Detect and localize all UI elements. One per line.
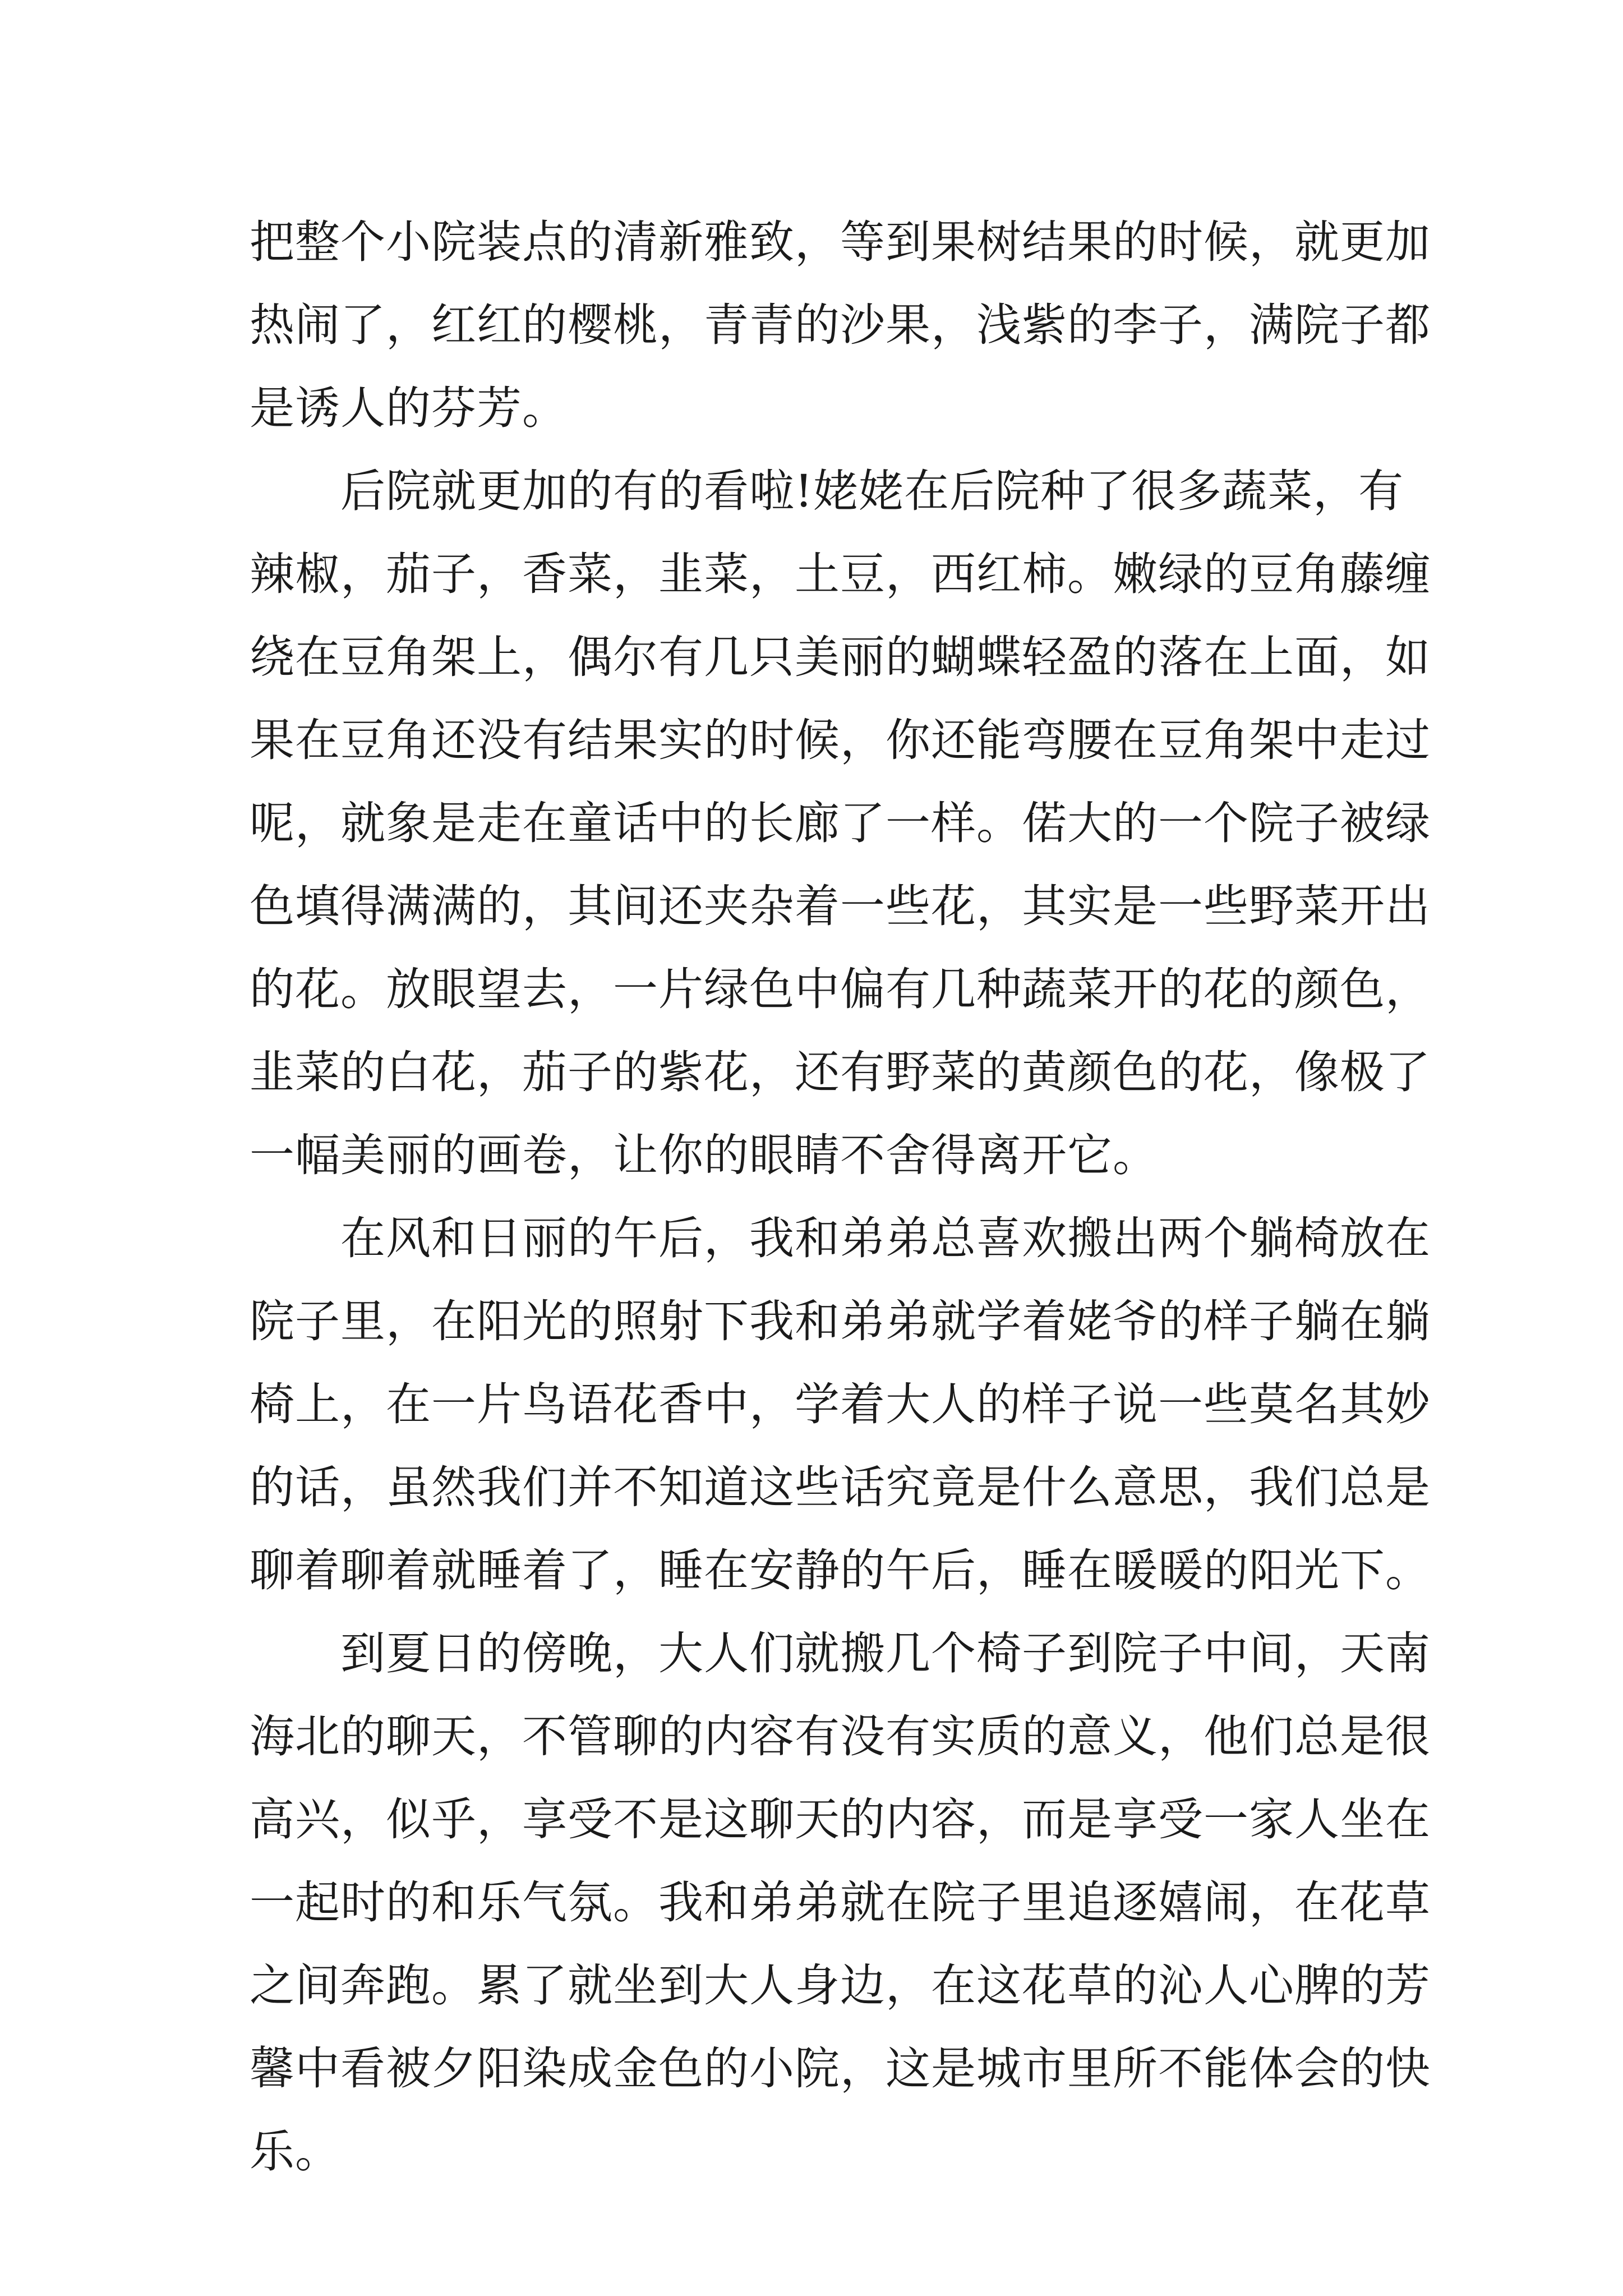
text-line: 是诱人的芬芳。 [250, 382, 568, 434]
text-line: 韭菜的白花，茄子的紫花，还有野菜的黄颜色的花，像极了 [250, 1046, 1431, 1098]
text-line: 辣椒，茄子，香菜，韭菜，土豆，西红柿。嫩绿的豆角藤缠 [250, 548, 1431, 600]
text-line: 聊着聊着就睡着了，睡在安静的午后，睡在暖暖的阳光下。 [250, 1544, 1431, 1596]
text-line: 热闹了，红红的樱桃，青青的沙果，浅紫的李子，满院子都 [250, 299, 1431, 351]
text-line: 呢，就象是走在童话中的长廊了一样。偌大的一个院子被绿 [250, 797, 1431, 849]
text-line: 绕在豆角架上，偶尔有几只美丽的蝴蝶轻盈的落在上面，如 [250, 631, 1431, 683]
text-line: 果在豆角还没有结果实的时候，你还能弯腰在豆角架中走过 [250, 714, 1431, 766]
text-line: 在风和日丽的午后，我和弟弟总喜欢搬出两个躺椅放在 [250, 1212, 1431, 1264]
text-line: 椅上，在一片鸟语花香中，学着大人的样子说一些莫名其妙 [250, 1378, 1431, 1430]
text-line: 色填得满满的，其间还夹杂着一些花，其实是一些野菜开出 [250, 880, 1431, 932]
text-line: 把整个小院装点的清新雅致，等到果树结果的时候，就更加 [250, 216, 1431, 268]
text-line: 馨中看被夕阳染成金色的小院，这是城市里所不能体会的快 [250, 2042, 1431, 2095]
text-line: 海北的聊天，不管聊的内容有没有实质的意义，他们总是很 [250, 1710, 1431, 1763]
text-line: 一起时的和乐气氛。我和弟弟就在院子里追逐嬉闹，在花草 [250, 1876, 1431, 1929]
text-line: 后院就更加的有的看啦!姥姥在后院种了很多蔬菜，有 [250, 465, 1404, 517]
text-line: 高兴，似乎，享受不是这聊天的内容，而是享受一家人坐在 [250, 1793, 1431, 1846]
text-line: 院子里，在阳光的照射下我和弟弟就学着姥爷的样子躺在躺 [250, 1295, 1431, 1347]
text-line: 的花。放眼望去，一片绿色中偏有几种蔬菜开的花的颜色， [250, 963, 1431, 1015]
text-line: 之间奔跑。累了就坐到大人身边，在这花草的沁人心脾的芳 [250, 1959, 1431, 2012]
text-line: 的话，虽然我们并不知道这些话究竟是什么意思，我们总是 [250, 1461, 1431, 1513]
text-line: 一幅美丽的画卷，让你的眼睛不舍得离开它。 [250, 1129, 1158, 1181]
document-body [250, 201, 1431, 2193]
text-line: 乐。 [250, 2125, 340, 2178]
text-line: 到夏日的傍晚，大人们就搬几个椅子到院子中间，天南 [250, 1627, 1431, 1680]
